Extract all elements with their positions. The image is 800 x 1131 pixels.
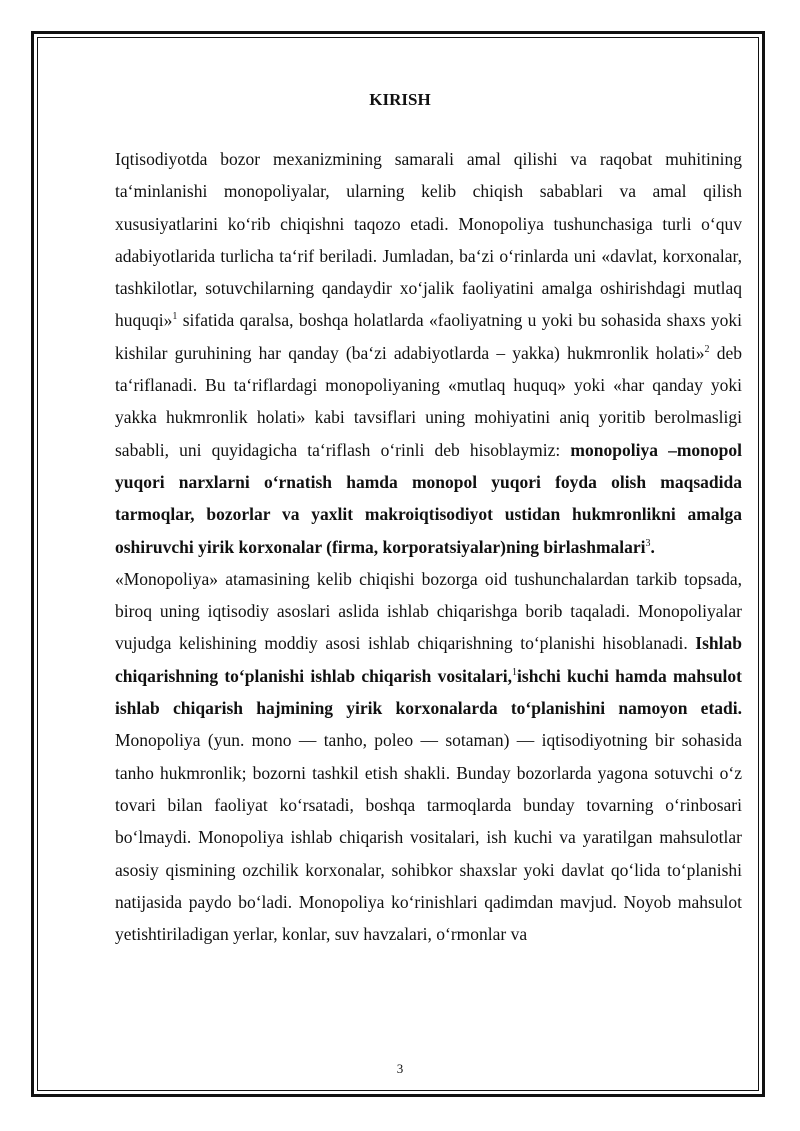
paragraph-concentration [115,563,742,724]
paragraph-concentration-text: «Monopoliya» atamasining kelib chiqishi bozorga oid tushunchalardan tarkib topsada, biroq uning iqtisodiy asoslari aslida ishlab chiqarishga borib taqaladi. Monopoliyalar vujudga kelishining moddiy asosi ishlab chiqarishning to‘planishi hisoblanadi. [115,568,742,654]
paragraph-etymology: Monopoliya (yun. mono — tanho, poleo — sotaman) — iqtisodiyotning bir sohasida tanho hukmronlik; bozorni tashkil etish shakli. Bunday bozorlarda yagona sotuvchi o‘z tovari bilan faoliyat ko‘rsatadi, boshqa tarmoqlarda bunday tovarning o‘rinbosari bo‘lmaydi. Monopoliya ishlab chiqarish vositalari, ish kuchi va yaratilgan mahsulotlar asosiy qismining ozchilik korxonalar, sohibkor shaxslar yoki davlat qo‘lida to‘planishi natijasida paydo bo‘ladi. Monopoliya ko‘rinishlari qadimdan mavjud. Noyob mahsulot yetishtiriladigan yerlar, konlar, suv havzalari, o‘rmonlar va [115,730,742,945]
footnote-ref-3[interactable]: 3 [645,537,651,549]
concentration-definition-a: Ishlab chiqarishning to‘planishi ishlab chiqarish vositalari, [115,633,742,686]
paragraph-intro-part1: Iqtisodiyotda bozor mexanizmining samarali amal qilishi va raqobat muhitining ta‘minlanishi monopoliyalar, ularning kelib chiqish sabablari va amal qilish xususiyatlarini ko‘rib chiqishni taqozo etadi. Monopoliya tushunchasiga turli o‘quv adabiyotlarida turlicha ta‘rif beriladi. Jumladan, ba‘zi o‘rinlarda uni «davlat, korxonalar, tashkilotlar, sotuvchilarning qandaydir xo‘jalik faoliyatini amalga oshirishdagi mutlaq huquqi» [115,149,742,331]
footnote-ref-4[interactable]: 1 [512,666,518,678]
body-text [115,143,742,950]
paragraph-intro-part3: deb ta‘riflanadi. Bu ta‘riflardagi monopoliyaning «mutlaq huquq» yoki «har qanday yoki yakka hukmronlik holati» kabi tavsiflari uning mohiyatini aniq yoritib berolmasligi sababli, uni quyidagicha ta‘riflash o‘rinli deb hisoblaymiz: [115,342,742,460]
paragraph-intro [115,143,742,563]
page-number: 3 [396,1061,404,1076]
footnote-ref-2[interactable]: 2 [704,343,710,355]
monopoly-definition: monopoliya –monopol yuqori narxlarni o‘rnatish hamda monopol yuqori foyda olish maqsadida tarmoqlar, bozorlar va yaxlit makroiqtisodiyot ustidan hukmronlikni amalga oshiruvchi yirik korxonalar (firma, korporatsiyalar)ning birlashmalari [115,439,742,557]
concentration-definition-b: ishchi kuchi hamda mahsulot ishlab chiqarish hajmining yirik korxonalarda to‘planishini namoyon etadi. [115,665,742,719]
footnote-ref-1[interactable]: 1 [172,311,178,323]
definition-end: . [650,536,655,557]
page-title: KIRISH [369,90,431,109]
paragraph-intro-part2: sifatida qaralsa, boshqa holatlarda «faoliyatning u yoki bu sohasida shaxs yoki kishilar guruhining har qanday (ba‘zi adabiyotlarda – yakka) hukmronlik holati» [115,310,742,363]
